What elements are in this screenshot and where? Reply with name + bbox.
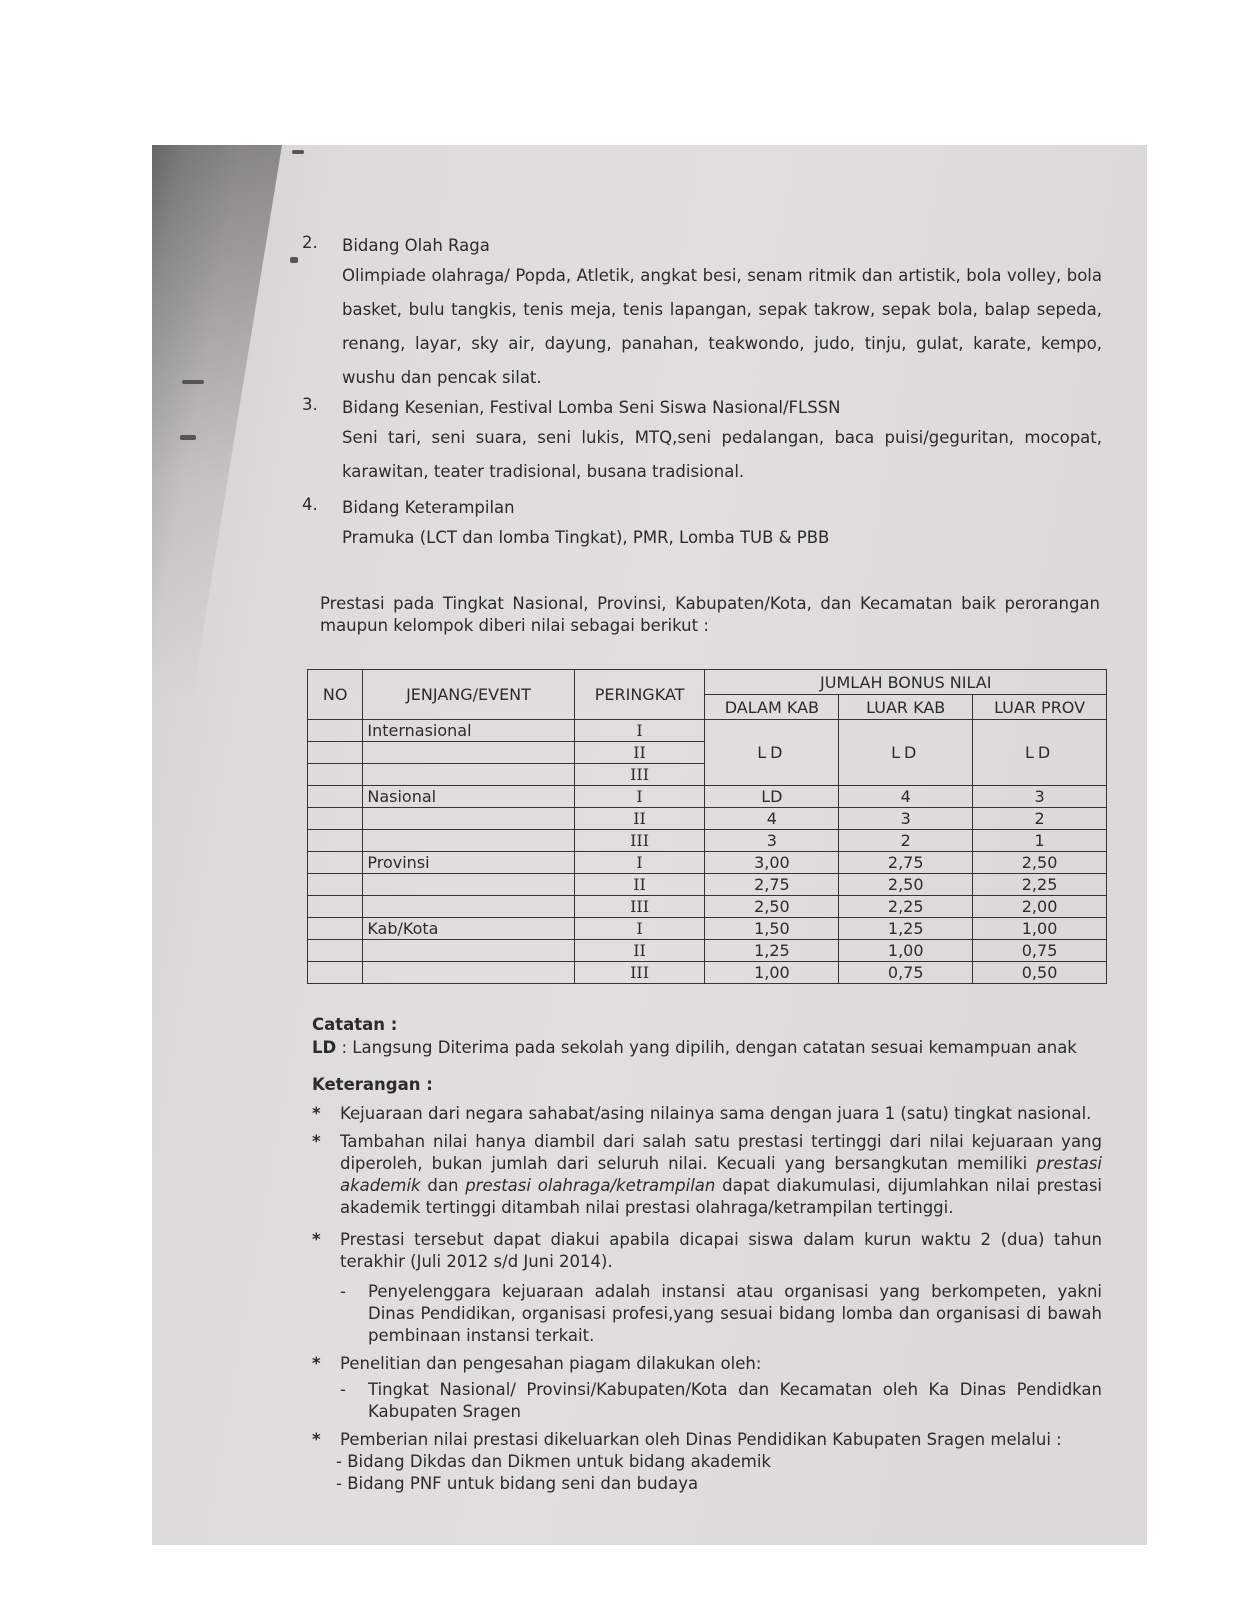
keterangan-item [312, 1229, 1102, 1273]
cell-rank: I [574, 852, 705, 874]
table-row [308, 962, 1107, 984]
keterangan-italic: prestasi olahraga/ketrampilan [465, 1176, 716, 1195]
header-luar-prov: LUAR PROV [973, 695, 1107, 720]
cell-no [308, 742, 363, 764]
cell-luar-prov: LD [973, 720, 1107, 786]
table-row [308, 720, 1107, 742]
cell-dalam-kab: 2,75 [705, 874, 839, 896]
list-number: 3. [302, 395, 318, 414]
cell-rank: I [574, 786, 705, 808]
cell-luar-kab: 1,25 [839, 918, 973, 940]
cell-luar-kab: 0,75 [839, 962, 973, 984]
cell-no [308, 786, 363, 808]
bullet-star: * [312, 1230, 321, 1249]
table-row [308, 940, 1107, 962]
cell-event [363, 874, 574, 896]
list-number: 2. [302, 233, 318, 252]
bullet-star: * [312, 1132, 321, 1151]
cell-luar-kab: 1,00 [839, 940, 973, 962]
cell-no [308, 830, 363, 852]
cell-no [308, 764, 363, 786]
list-item-kesenian [302, 395, 1102, 489]
keterangan-text: dan [427, 1176, 459, 1195]
keterangan-text: Penelitian dan pengesahan piagam dilakukan oleh: [340, 1354, 762, 1373]
header-bonus: JUMLAH BONUS NILAI [705, 670, 1107, 695]
cell-luar-kab: 2 [839, 830, 973, 852]
table-row [308, 808, 1107, 830]
cell-dalam-kab: 4 [705, 808, 839, 830]
cell-luar-prov: 2,50 [973, 852, 1107, 874]
cell-luar-prov: 2,00 [973, 896, 1107, 918]
cell-luar-kab: 4 [839, 786, 973, 808]
cell-no [308, 874, 363, 896]
cell-dalam-kab: LD [705, 720, 839, 786]
header-rank: PERINGKAT [574, 670, 705, 720]
list-heading: Bidang Keterampilan [342, 498, 515, 517]
cell-event [363, 940, 574, 962]
header-luar-kab: LUAR KAB [839, 695, 973, 720]
table-row [308, 830, 1107, 852]
bullet-dash: - [340, 1380, 346, 1399]
keterangan-title: Keterangan : [312, 1075, 433, 1094]
ld-label: LD [312, 1038, 337, 1057]
cell-dalam-kab: 3,00 [705, 852, 839, 874]
cell-no [308, 962, 363, 984]
header-no: NO [308, 670, 363, 720]
cell-luar-prov: 1 [973, 830, 1107, 852]
list-body: Seni tari, seni suara, seni lukis, MTQ,seni pedalangan, baca puisi/geguritan, mocopat, karawitan, teater tradisional, busana tradisional. [342, 428, 1102, 481]
table-row [308, 852, 1107, 874]
cell-event: Nasional [363, 786, 574, 808]
cell-event: Internasional [363, 720, 574, 742]
keterangan-item [312, 1103, 1102, 1125]
list-number: 4. [302, 495, 318, 514]
cell-luar-prov: 0,75 [973, 940, 1107, 962]
keterangan-text: Kejuaraan dari negara sahabat/asing nilainya sama dengan juara 1 (satu) tingkat nasional. [340, 1104, 1092, 1123]
keterangan-item [312, 1353, 1102, 1375]
cell-no [308, 852, 363, 874]
cell-rank: I [574, 720, 705, 742]
catatan-ld [312, 1037, 1102, 1059]
table-row [308, 786, 1107, 808]
cell-rank: II [574, 940, 705, 962]
bullet-star: * [312, 1354, 321, 1373]
cell-event [363, 962, 574, 984]
cell-rank: II [574, 742, 705, 764]
keterangan-text: Penyelenggara kejuaraan adalah instansi atau organisasi yang berkompeten, yakni Dinas Pendidikan, organisasi profesi,yang sesuai bidang lomba dan organisasi di bawah pembinaan instansi terkait. [368, 1282, 1102, 1345]
bonus-table [307, 669, 1107, 984]
cell-luar-prov: 0,50 [973, 962, 1107, 984]
cell-luar-kab: 2,50 [839, 874, 973, 896]
cell-rank: II [574, 808, 705, 830]
keterangan-subitem [312, 1379, 1102, 1423]
cell-luar-kab: 2,75 [839, 852, 973, 874]
cell-dalam-kab: 1,25 [705, 940, 839, 962]
keterangan-item [312, 1131, 1102, 1219]
bullet-star: * [312, 1104, 321, 1123]
list-heading: Bidang Olah Raga [342, 236, 490, 255]
cell-event: Provinsi [363, 852, 574, 874]
cell-luar-prov: 2,25 [973, 874, 1107, 896]
cell-luar-kab: LD [839, 720, 973, 786]
cell-event: Kab/Kota [363, 918, 574, 940]
header-dalam-kab: DALAM KAB [705, 695, 839, 720]
intro-paragraph: Prestasi pada Tingkat Nasional, Provinsi, Kabupaten/Kota, dan Kecamatan baik perorangan maupun kelompok diberi nilai sebagai berikut : [320, 594, 1100, 635]
cell-rank: II [574, 874, 705, 896]
keterangan-italic: prestasi akademik [340, 1154, 1102, 1195]
cell-dalam-kab: 1,00 [705, 962, 839, 984]
keterangan-text: Tambahan nilai hanya diambil dari salah satu prestasi tertinggi dari nilai kejuaraan yang diperoleh, bukan jumlah dari seluruh nilai. Kecuali yang bersangkutan memiliki [340, 1132, 1102, 1173]
keterangan-text: Pemberian nilai prestasi dikeluarkan oleh Dinas Pendidikan Kabupaten Sragen melalui : [340, 1430, 1062, 1449]
notes-section [312, 1013, 1102, 1495]
cell-dalam-kab: 1,50 [705, 918, 839, 940]
cell-no [308, 720, 363, 742]
cell-dalam-kab: LD [705, 786, 839, 808]
ld-text: : Langsung Diterima pada sekolah yang dipilih, dengan catatan sesuai kemampuan anak [341, 1038, 1077, 1057]
cell-luar-prov: 1,00 [973, 918, 1107, 940]
cell-dalam-kab: 3 [705, 830, 839, 852]
bullet-star: * [312, 1430, 321, 1449]
cell-event [363, 742, 574, 764]
keterangan-text: Tingkat Nasional/ Provinsi/Kabupaten/Kota dan Kecamatan oleh Ka Dinas Pendidkan Kabupaten Sragen [368, 1380, 1102, 1421]
list-item-olahraga [302, 233, 1102, 395]
bullet-dash: - [340, 1282, 346, 1301]
table-row [308, 896, 1107, 918]
keterangan-line: - Bidang PNF untuk bidang seni dan budaya [336, 1474, 699, 1493]
cell-luar-prov: 2 [973, 808, 1107, 830]
catatan-title: Catatan : [312, 1015, 398, 1034]
cell-no [308, 896, 363, 918]
header-event: JENJANG/EVENT [363, 670, 574, 720]
table-row [308, 874, 1107, 896]
cell-dalam-kab: 2,50 [705, 896, 839, 918]
scanned-page [152, 145, 1147, 1545]
keterangan-text: dapat diakumulasi, dijumlahkan nilai prestasi akademik tertinggi ditambah nilai prestasi olahraga/ketrampilan tertinggi. [340, 1176, 1103, 1217]
keterangan-item [312, 1429, 1102, 1451]
cell-luar-kab: 3 [839, 808, 973, 830]
list-body: Olimpiade olahraga/ Popda, Atletik, angkat besi, senam ritmik dan artistik, bola volley, bola basket, bulu tangkis, tenis meja, tenis lapangan, sepak takrow, sepak bola, balap sepeda, renang, layar, sky air, dayung, panahan, teakwondo, judo, tinju, gulat, karate, kempo, wushu dan pencak silat. [342, 266, 1102, 387]
cell-event [363, 764, 574, 786]
cell-luar-kab: 2,25 [839, 896, 973, 918]
list-body: Pramuka (LCT dan lomba Tingkat), PMR, Lomba TUB & PBB [342, 528, 830, 547]
cell-rank: III [574, 830, 705, 852]
cell-rank: I [574, 918, 705, 940]
table-header-row [308, 670, 1107, 695]
cell-luar-prov: 3 [973, 786, 1107, 808]
cell-event [363, 830, 574, 852]
cell-no [308, 808, 363, 830]
cell-no [308, 918, 363, 940]
keterangan-line: - Bidang Dikdas dan Dikmen untuk bidang akademik [336, 1452, 771, 1471]
table-body [308, 786, 1107, 984]
cell-rank: III [574, 962, 705, 984]
cell-event [363, 896, 574, 918]
cell-rank: III [574, 896, 705, 918]
keterangan-text: Prestasi tersebut dapat diakui apabila dicapai siswa dalam kurun waktu 2 (dua) tahun terakhir (Juli 2012 s/d Juni 2014). [340, 1230, 1102, 1271]
list-heading: Bidang Kesenian, Festival Lomba Seni Siswa Nasional/FLSSN [342, 398, 841, 417]
list-item-keterampilan [302, 495, 1102, 555]
cell-rank: III [574, 764, 705, 786]
table-row [308, 918, 1107, 940]
cell-event [363, 808, 574, 830]
cell-no [308, 940, 363, 962]
keterangan-subitem [312, 1281, 1102, 1347]
